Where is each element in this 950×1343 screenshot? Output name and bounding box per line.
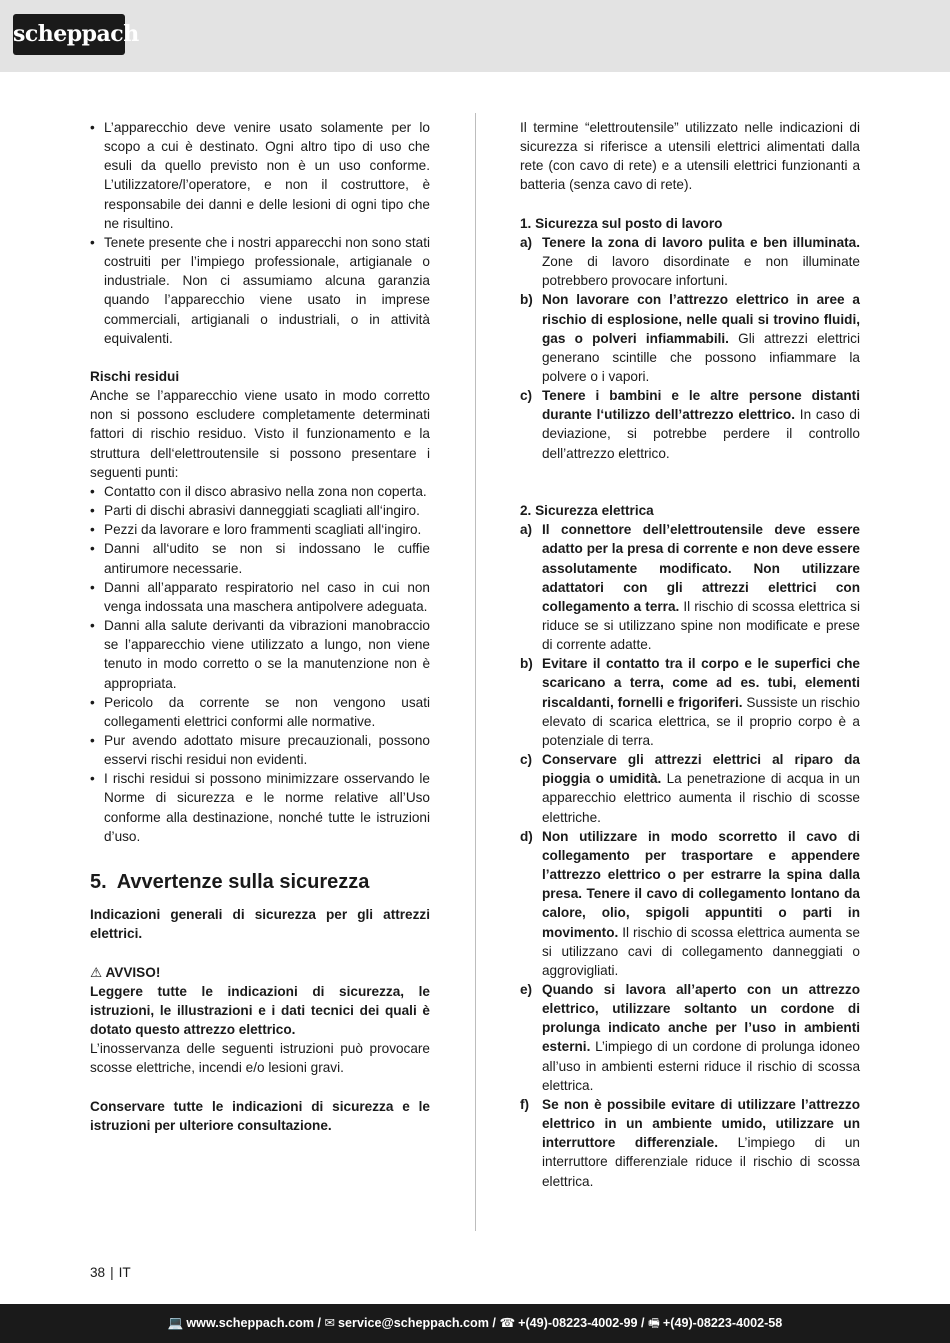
section-number: 5. (90, 871, 107, 894)
warning-icon: ⚠ (90, 964, 103, 980)
phone-icon: ☎ (499, 1316, 516, 1330)
language-code: IT (118, 1265, 131, 1280)
residual-risks-list (90, 482, 430, 846)
right-column (520, 118, 860, 1191)
list-item: • Tenete presente che i nostri apparecchi non sono stati costruiti per l’impiego professionale, artigianale o industriale. Non ci assumiamo alcuna garanzia quando l’apparecchio viene usato in imprese commerciali, artigianali o industriali, o in attività equivalenti. (90, 233, 430, 348)
column-divider (475, 113, 476, 1231)
list-item: • Contatto con il disco abrasivo nella zona non coperta. (90, 482, 430, 501)
warning-text: L’inosservanza delle seguenti istruzioni può provocare scosse elettriche, incendi e/o lesioni gravi. (90, 1041, 430, 1076)
residual-risks-heading: Rischi residui (90, 369, 180, 385)
warning-bold-text: Leggere tutte le indicazioni di sicurezza, le istruzioni, le illustrazioni e i dati tecnici dei quali è dotato questo attrezzo elettrico. (90, 983, 430, 1037)
keep-instructions-text: Conservare tutte le indicazioni di sicurezza e le istruzioni per ulteriore consultazione. (90, 1098, 430, 1133)
list-item: • Pezzi da lavorare e loro frammenti scagliati all‘ingiro. (90, 520, 430, 539)
general-safety-heading: Indicazioni generali di sicurezza per gli attrezzi elettrici. (90, 907, 430, 942)
email-link[interactable]: service@scheppach.com (338, 1316, 489, 1330)
list-item: • Danni alla salute derivanti da vibrazioni manobraccio se l’apparecchio viene utilizzato a lungo, non viene tenuto in modo corretto o se la manutenzione non è appropriata. (90, 616, 430, 693)
list-item: e) Quando si lavora all’aperto con un attrezzo elettrico, utilizzare soltanto un cordone di prolunga indicato anche per l’uso in ambienti esterni. L’impiego di un cordone di prolunga idoneo all’uso in ambienti esterni riduce il rischio di scossa elettrica. (520, 981, 860, 1093)
workplace-safety-list (520, 233, 860, 463)
page-number: 38 | IT (90, 1265, 131, 1280)
list-item: • Danni all’apparato respiratorio nel caso in cui non venga indossata una maschera antipolvere adeguata. (90, 578, 430, 616)
power-tool-definition: Il termine “elettroutensile” utilizzato nelle indicazioni di sicurezza si riferisce a utensili elettrici alimentati dalla rete (con cavo di rete) e a utensili elettrici funzionanti a batteria (senza cavo di rete). (520, 120, 860, 193)
section-heading (90, 869, 430, 895)
list-item: c) Conservare gli attrezzi elettrici al riparo da pioggia o umidità. La penetrazione di acqua in un apparecchio elettrico aumenta il rischio di scosse elettriche. (520, 752, 860, 825)
list-item: b) Evitare il contatto tra il corpo e le superfici che scaricano a terra, come ad es. tubi, elementi riscaldanti, fornelli e frigoriferi. Sussiste un rischio elevato di scarica elettrica, se il proprio corpo è a potenziale di terra. (520, 656, 860, 748)
list-item: • L’apparecchio deve venire usato solamente per lo scopo a cui è destinato. Ogni altro tipo di uso che esuli da quello previsto non è un uso conforme. L’utilizzatore/l’operatore, e non il costruttore, è responsabile dei danni e delle lesioni di ogni tipo che ne risultino. (90, 118, 430, 233)
website-link[interactable]: www.scheppach.com (186, 1316, 314, 1330)
list-item: • I rischi residui si possono minimizzare osservando le Norme di sicurezza e le norme relative all’Uso conforme alla destinazione, nonché tutte le istruzioni d’uso. (90, 769, 430, 846)
mail-icon: ✉ (324, 1316, 336, 1330)
list-item: a) Il connettore dell’elettroutensile deve essere adatto per la presa di corrente e non deve essere assolutamente modificato. Non utilizzare adattatori con gli attrezzi elettrici con collegamento a terra. Il rischio di scossa elettrica si riduce se si utilizzano spine non modificate e prese di corrente adatte. (520, 522, 860, 653)
page-header (0, 0, 950, 72)
list-item: f) Se non è possibile evitare di utilizzare l’attrezzo elettrico in un ambiente umido, utilizzare un interruttore differenziale. L’impiego di un interruttore differenziale riduce il rischio di scossa elettrica. (520, 1096, 860, 1189)
page-number-value: 38 (90, 1265, 106, 1280)
electrical-safety-heading: 2. Sicurezza elettrica (520, 503, 654, 519)
section-title: Avvertenze sulla sicurezza (116, 871, 370, 894)
fax-number: +(49)-08223-4002-58 (662, 1316, 783, 1330)
list-item: • Pur avendo adottato misure precauzionali, possono esservi rischi residui non evidenti. (90, 731, 430, 769)
list-item: d) Non utilizzare in modo scorretto il cavo di collegamento per trasportare e appendere l’attrezzo elettrico o per estrarre la spina dalla presa. Tenere il cavo di collegamento lontano da calore, olio, spigoli appuntiti o parti in movimento. Il rischio di scossa elettrica aumenta se si utilizzano cavi di collegamento danneggiati o aggrovigliati. (520, 828, 860, 978)
list-item: • Pericolo da corrente se non vengono usati collegamenti elettrici conformi alle normative. (90, 693, 430, 731)
phone-number: +(49)-08223-4002-99 (518, 1316, 638, 1330)
list-item: b) Non lavorare con l’attrezzo elettrico in aree a rischio di esplosione, nelle quali si trovino fluidi, gas o polveri infiammabili. Gli attrezzi elettrici generano scintille che possono infiammare la polvere o i vapori. (520, 292, 860, 385)
residual-risks-text: Anche se l’apparecchio viene usato in modo corretto non si possono escludere completamente determinati fattori di rischio residuo. Visto il funzionamento e la struttura dell‘elettroutensile si possono presentare i seguenti punti: (90, 388, 430, 480)
list-item: • Danni all‘udito se non si indossano le cuffie antirumore necessarie. (90, 539, 430, 577)
contact-footer: 💻 www.scheppach.com / ✉ service@scheppach.com / ☎ +(49)-08223-4002-99 / 🖷 +(49)-08223-4002-58 (0, 1304, 950, 1343)
fax-icon: 🖷 (648, 1316, 660, 1330)
left-column (90, 118, 430, 1135)
warning-label: AVVISO! (105, 964, 161, 980)
list-item: • Parti di dischi abrasivi danneggiati scagliati all‘ingiro. (90, 501, 430, 520)
warning-heading (90, 963, 430, 982)
electrical-safety-list (520, 520, 860, 1190)
computer-icon: 💻 (167, 1316, 184, 1330)
list-item: c) Tenere i bambini e le altre persone distanti durante l‘utilizzo dell’attrezzo elettrico. In caso di deviazione, si potrebbe perdere il controllo dell’attrezzo elettrico. (520, 388, 860, 461)
list-item: a) Tenere la zona di lavoro pulita e ben illuminata. Zone di lavoro disordinate e non illuminate potrebbero provocare infortuni. (520, 234, 860, 289)
intro-bullet-list (90, 118, 430, 348)
brand-logo: scheppach (13, 14, 125, 55)
workplace-safety-heading: 1. Sicurezza sul posto di lavoro (520, 215, 723, 231)
